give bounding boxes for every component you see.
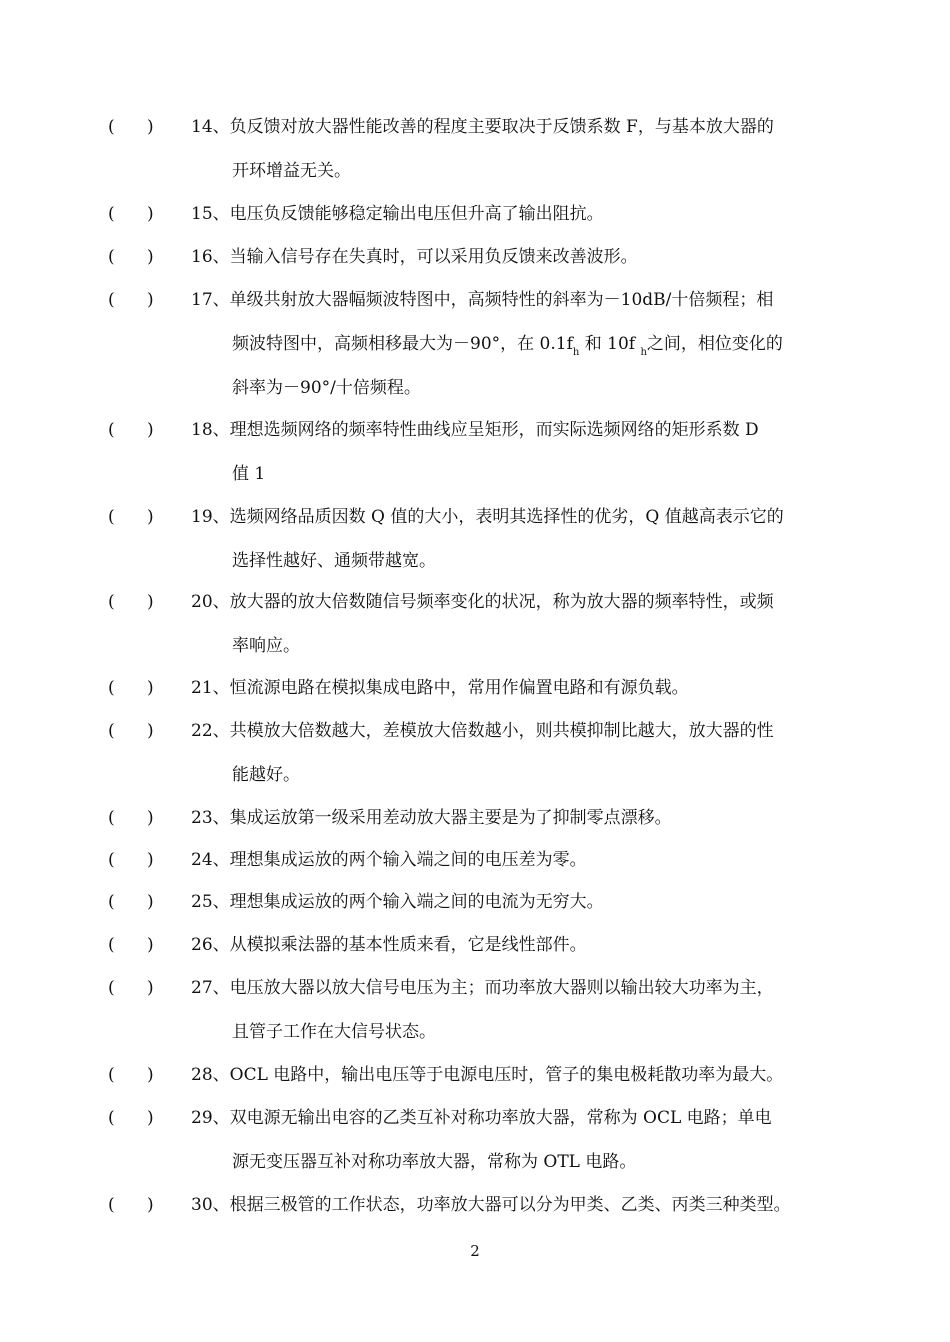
question-line: 23、集成运放第一级采用差动放大器主要是为了抑制零点漂移。 (191, 808, 672, 828)
answer-bracket[interactable]: ( ) (108, 935, 154, 955)
question-line: 22、共模放大倍数越大，差模放大倍数越小，则共模抑制比越大，放大器的性 (191, 721, 774, 741)
answer-bracket[interactable]: ( ) (108, 721, 154, 741)
question-number: 30、 (191, 1195, 230, 1215)
question-line: 17、单级共射放大器幅频波特图中，高频特性的斜率为－10dB/十倍频程；相 (191, 290, 774, 310)
answer-bracket[interactable]: ( ) (108, 592, 154, 612)
answer-bracket[interactable]: ( ) (108, 850, 154, 870)
question-line: 26、从模拟乘法器的基本性质来看，它是线性部件。 (191, 935, 587, 955)
answer-bracket[interactable]: ( ) (108, 808, 154, 828)
question-continuation: 选择性越好、通频带越宽。 (232, 551, 436, 571)
question-number: 17、 (191, 290, 230, 310)
answer-bracket[interactable]: ( ) (108, 117, 154, 137)
answer-bracket[interactable]: ( ) (108, 678, 154, 698)
question-line: 28、OCL 电路中，输出电压等于电源电压时，管子的集电极耗散功率为最大。 (191, 1065, 784, 1085)
question-line: 29、双电源无输出电容的乙类互补对称功率放大器，常称为 OCL 电路；单电 (191, 1108, 772, 1128)
answer-bracket[interactable]: ( ) (108, 420, 154, 440)
question-continuation: 频波特图中，高频相移最大为－90°，在 $0.1f_h$ 和 10f $_h$之间，相位变化的 (232, 334, 783, 358)
question-number: 15、 (191, 204, 230, 224)
answer-bracket[interactable]: ( ) (108, 247, 154, 267)
question-continuation: 且管子工作在大信号状态。 (232, 1022, 436, 1042)
question-number: 25、 (191, 892, 230, 912)
question-line: 30、根据三极管的工作状态，功率放大器可以分为甲类、乙类、丙类三种类型。 (191, 1195, 791, 1215)
question-line: 18、理想选频网络的频率特性曲线应呈矩形，而实际选频网络的矩形系数 D (191, 420, 759, 440)
question-continuation: 斜率为－90°/十倍频程。 (232, 378, 421, 398)
question-continuation: 率响应。 (232, 636, 300, 656)
question-continuation: 源无变压器互补对称功率放大器，常称为 OTL 电路。 (232, 1152, 637, 1172)
answer-bracket[interactable]: ( ) (108, 1108, 154, 1128)
question-number: 20、 (191, 592, 230, 612)
answer-bracket[interactable]: ( ) (108, 1195, 154, 1215)
question-line: 25、理想集成运放的两个输入端之间的电流为无穷大。 (191, 892, 604, 912)
question-line: 21、恒流源电路在模拟集成电路中，常用作偏置电路和有源负载。 (191, 678, 689, 698)
question-number: 19、 (191, 507, 230, 527)
question-line: 19、选频网络品质因数 Q 值的大小，表明其选择性的优劣，Q 值越高表示它的 (191, 507, 784, 527)
answer-bracket[interactable]: ( ) (108, 204, 154, 224)
answer-bracket[interactable]: ( ) (108, 1065, 154, 1085)
question-line: 15、电压负反馈能够稳定输出电压但升高了输出阻抗。 (191, 204, 604, 224)
answer-bracket[interactable]: ( ) (108, 507, 154, 527)
question-number: 21、 (191, 678, 230, 698)
question-number: 26、 (191, 935, 230, 955)
question-line: 20、放大器的放大倍数随信号频率变化的状况，称为放大器的频率特性，或频 (191, 592, 774, 612)
question-line: 16、当输入信号存在失真时，可以采用负反馈来改善波形。 (191, 247, 638, 267)
question-number: 27、 (191, 978, 230, 998)
question-number: 14、 (191, 117, 230, 137)
question-line: 14、负反馈对放大器性能改善的程度主要取决于反馈系数 F，与基本放大器的 (191, 117, 774, 137)
question-number: 22、 (191, 721, 230, 741)
question-number: 16、 (191, 247, 230, 267)
answer-bracket[interactable]: ( ) (108, 978, 154, 998)
answer-bracket[interactable]: ( ) (108, 892, 154, 912)
question-line: 24、理想集成运放的两个输入端之间的电压差为零。 (191, 850, 587, 870)
question-number: 24、 (191, 850, 230, 870)
question-continuation: 值 1 (232, 464, 266, 484)
question-number: 23、 (191, 808, 230, 828)
question-number: 18、 (191, 420, 230, 440)
page-number: 2 (470, 1242, 480, 1260)
question-number: 29、 (191, 1108, 230, 1128)
question-line: 27、电压放大器以放大信号电压为主；而功率放大器则以输出较大功率为主， (191, 978, 774, 998)
question-continuation: 开环增益无关。 (232, 161, 351, 181)
question-continuation: 能越好。 (232, 765, 300, 785)
answer-bracket[interactable]: ( ) (108, 290, 154, 310)
question-number: 28、 (191, 1065, 230, 1085)
